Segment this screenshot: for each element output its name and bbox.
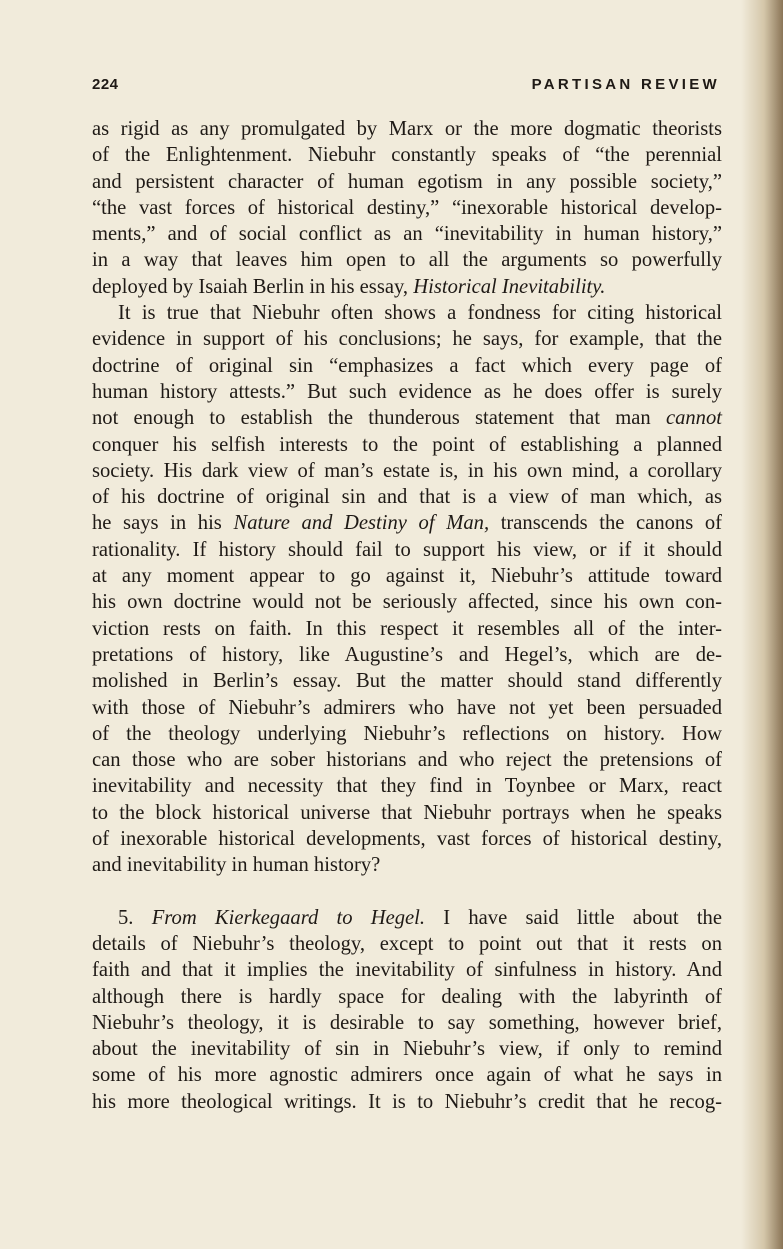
text-line — [92, 852, 722, 878]
text-run: conquer his selfish interests to the point of establishing a planned — [92, 433, 722, 456]
text-run: and inevitability in human history? — [92, 854, 381, 877]
text-run: his more theological writings. It is to Niebuhr’s credit that he recog- — [92, 1090, 722, 1113]
text-run: faith and that it implies the inevitability of sinfulness in history. And — [92, 959, 722, 982]
text-line — [92, 957, 722, 983]
text-run: his own doctrine would not be seriously affected, since his own con- — [92, 591, 722, 614]
text-run: human history attests.” But such evidence as he does offer is surely — [92, 380, 722, 403]
text-run: with those of Niebuhr’s admirers who have not yet been persuaded — [92, 696, 722, 719]
text-run: he says in his — [92, 512, 234, 535]
paragraph-2 — [92, 300, 722, 879]
text-run: viction rests on faith. In this respect it resembles all of the inter- — [92, 617, 722, 640]
text-run: ments,” and of social conflict as an “inevitability in human history,” — [92, 223, 722, 246]
text-line — [92, 379, 722, 405]
text-line — [92, 353, 722, 379]
text-line — [92, 274, 722, 300]
text-run: “the vast forces of historical destiny,” “inexorable historical develop- — [92, 196, 722, 219]
italic-text-run: Nature and Destiny of Man, — [233, 512, 490, 535]
text-line — [92, 405, 722, 431]
text-run: of the Enlightenment. Niebuhr constantly speaks of “the perennial — [92, 144, 722, 167]
text-line — [92, 773, 722, 799]
text-run: Niebuhr’s theology, it is desirable to say something, however brief, — [92, 1011, 722, 1034]
page-number: 224 — [92, 76, 119, 93]
text-line — [92, 800, 722, 826]
text-line — [92, 458, 722, 484]
text-line — [92, 616, 722, 642]
text-run: in a way that leaves him open to all the arguments so powerfully — [92, 249, 722, 272]
text-run: It is true that Niebuhr often shows a fondness for citing historical — [118, 302, 722, 325]
text-line — [92, 1036, 722, 1062]
text-run: of his doctrine of original sin and that is a view of man which, as — [92, 486, 722, 509]
text-run: some of his more agnostic admirers once again of what he says in — [92, 1064, 722, 1087]
text-run: as rigid as any promulgated by Marx or the more dogmatic theorists — [92, 118, 722, 140]
running-head: PARTISAN REVIEW — [531, 76, 720, 93]
text-line — [92, 116, 722, 142]
text-line — [92, 169, 722, 195]
text-line — [92, 905, 722, 931]
text-line — [92, 247, 722, 273]
text-run: details of Niebuhr’s theology, except to point out that it rests on — [92, 932, 722, 955]
text-run: society. His dark view of man’s estate is, in his own mind, a corollary — [92, 459, 722, 482]
text-run: and persistent character of human egotism in any possible society,” — [92, 170, 722, 193]
text-run: about the inevitability of sin in Niebuhr’s view, if only to remind — [92, 1038, 722, 1061]
text-run: rationality. If history should fail to support his view, or if it should — [92, 538, 722, 561]
text-run: inevitability and necessity that they find in Toynbee or Marx, react — [92, 775, 722, 798]
text-line — [92, 668, 722, 694]
text-run: molished in Berlin’s essay. But the matter should stand differently — [92, 670, 722, 693]
paragraph-3 — [92, 905, 722, 1115]
text-line — [92, 537, 722, 563]
text-line — [92, 432, 722, 458]
text-line — [92, 510, 722, 536]
text-run: of inexorable historical developments, vast forces of historical destiny, — [92, 828, 722, 851]
body-text — [92, 116, 722, 1115]
text-run: deployed by Isaiah Berlin in his essay, — [92, 275, 414, 298]
text-run: pretations of history, like Augustine’s and Hegel’s, which are de- — [92, 643, 722, 666]
text-line — [92, 563, 722, 589]
text-line — [92, 1089, 722, 1115]
italic-text-run: From Kierkegaard to Hegel. — [151, 906, 426, 929]
text-run: at any moment appear to go against it, Niebuhr’s attitude toward — [92, 565, 722, 588]
text-line — [92, 142, 722, 168]
paragraph-1 — [92, 116, 722, 300]
text-run: not enough to establish the thunderous statement that man — [92, 407, 666, 430]
text-line — [92, 747, 722, 773]
text-run: to the block historical universe that Niebuhr portrays when he speaks — [92, 801, 722, 824]
text-run: of the theology underlying Niebuhr’s reflections on history. How — [92, 722, 722, 745]
text-line — [92, 1010, 722, 1036]
text-line — [92, 931, 722, 957]
text-line — [92, 695, 722, 721]
text-line — [92, 300, 722, 326]
text-line — [92, 721, 722, 747]
text-line — [92, 221, 722, 247]
text-line — [92, 826, 722, 852]
text-line — [92, 984, 722, 1010]
text-run: transcends the canons of — [489, 512, 722, 535]
text-line — [92, 589, 722, 615]
text-run: doctrine of original sin “emphasizes a fact which every page of — [92, 354, 722, 377]
italic-text-run: Historical Inevitability. — [413, 275, 606, 298]
text-line — [92, 1062, 722, 1088]
text-run: 5. — [118, 906, 152, 929]
text-run: evidence in support of his conclusions; he says, for example, that the — [92, 328, 722, 351]
text-line — [92, 326, 722, 352]
page-edge-shadow — [741, 0, 783, 1249]
text-line — [92, 642, 722, 668]
section-break — [92, 879, 722, 905]
text-run: can those who are sober historians and who reject the pretensions of — [92, 749, 722, 772]
page-header — [92, 76, 720, 98]
text-line — [92, 484, 722, 510]
text-run: although there is hardly space for dealing with the labyrinth of — [92, 985, 722, 1008]
text-run: I have said little about the — [425, 906, 722, 929]
italic-text-run: cannot — [665, 407, 722, 430]
text-line — [92, 195, 722, 221]
